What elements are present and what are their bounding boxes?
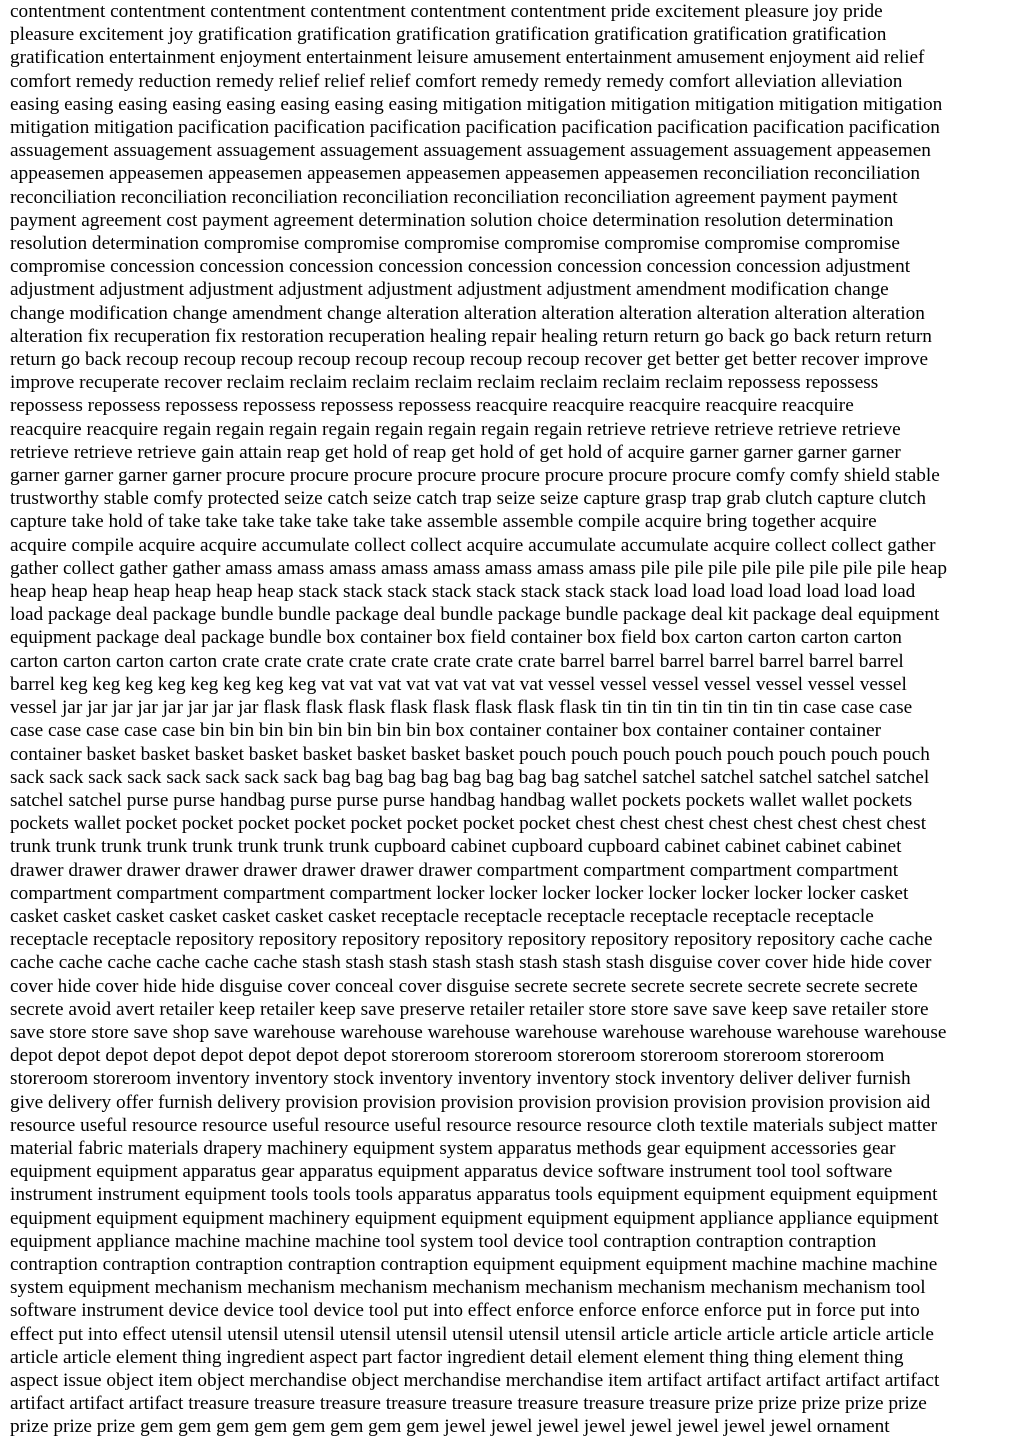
text-line: article article element thing ingredient aspect part factor ingredient detail element element thing thing element thing bbox=[10, 1346, 904, 1368]
text-line: case case case case case bin bin bin bin bin bin bin bin box container container box container container container bbox=[10, 720, 882, 742]
text-line: improve recuperate recover reclaim reclaim reclaim reclaim reclaim reclaim reclaim reclaim repossess repossess bbox=[10, 372, 879, 394]
text-line: cover hide cover hide hide disguise cover conceal cover disguise secrete secrete secrete secrete secrete secrete secrete bbox=[10, 975, 918, 997]
text-line: adjustment adjustment adjustment adjustment adjustment adjustment adjustment amendment modification change bbox=[10, 279, 889, 301]
text-line: barrel keg keg keg keg keg keg keg keg vat vat vat vat vat vat vat vat vessel vessel vessel vessel vessel vessel vessel bbox=[10, 673, 907, 695]
text-line: reconciliation reconciliation reconciliation reconciliation reconciliation reconciliation agreement payment payment bbox=[10, 186, 898, 208]
text-line: prize prize prize gem gem gem gem gem gem gem gem jewel jewel jewel jewel jewel jewel jewel jewel ornament bbox=[10, 1416, 890, 1438]
text-line: gratification entertainment enjoyment entertainment leisure amusement entertainment amusement enjoyment aid relief bbox=[10, 47, 925, 69]
text-line: compromise concession concession concession concession concession concession concession concession adjustment bbox=[10, 256, 911, 278]
text-line: depot depot depot depot depot depot depot depot storeroom storeroom storeroom storeroom storeroom storeroom bbox=[10, 1045, 885, 1067]
text-line: equipment equipment apparatus gear apparatus equipment apparatus device software instrument tool tool software bbox=[10, 1161, 893, 1183]
text-line: compartment compartment compartment compartment locker locker locker locker locker locker locker locker casket bbox=[10, 882, 909, 904]
text-line: artifact artifact artifact treasure treasure treasure treasure treasure treasure treasure treasure prize prize prize prize prize bbox=[10, 1393, 927, 1415]
text-line: effect put into effect utensil utensil utensil utensil utensil utensil utensil utensil article article article article article article bbox=[10, 1323, 934, 1345]
text-line: software instrument device device tool device tool put into effect enforce enforce enforce enforce put in force put into bbox=[10, 1300, 920, 1322]
text-line: give delivery offer furnish delivery provision provision provision provision provision provision provision provision aid bbox=[10, 1091, 931, 1113]
text-line: assuagement assuagement assuagement assuagement assuagement assuagement assuagement assuagement appeasemen bbox=[10, 140, 931, 162]
text-line: repossess repossess repossess repossess repossess repossess reacquire reacquire reacquire reacquire reacquire bbox=[10, 395, 854, 417]
text-line: resolution determination compromise compromise compromise compromise compromise compromise compromise bbox=[10, 233, 900, 255]
text-line: contentment contentment contentment contentment contentment contentment pride excitement pleasure joy pride bbox=[10, 1, 883, 22]
text-line: comfort remedy reduction remedy relief relief relief comfort remedy remedy remedy comfort alleviation alleviation bbox=[10, 70, 903, 92]
text-line: capture take hold of take take take take take take take assemble assemble compile acquire bring together acquire bbox=[10, 511, 877, 533]
text-line: equipment package deal package bundle box container box field container box field box carton carton carton carton bbox=[10, 627, 902, 649]
text-line: change modification change amendment change alteration alteration alteration alteration alteration alteration alteration bbox=[10, 302, 925, 324]
text-line: receptacle receptacle repository repository repository repository repository repository repository repository cache cache bbox=[10, 929, 933, 951]
text-line: cache cache cache cache cache cache stash stash stash stash stash stash stash stash disguise cover cover hide hide cover bbox=[10, 952, 932, 974]
text-line: satchel satchel purse purse handbag purse purse purse handbag handbag wallet pockets pockets wallet wallet pockets bbox=[10, 789, 913, 811]
text-line: vessel jar jar jar jar jar jar jar jar flask flask flask flask flask flask flask flask tin tin tin tin tin tin tin tin case case case bbox=[10, 697, 913, 719]
text-line: alteration fix recuperation fix restoration recuperation healing repair healing return return go back go back return return bbox=[10, 325, 932, 347]
text-line: aspect issue object item object merchandise object merchandise merchandise item artifact artifact artifact artifact artifact bbox=[10, 1369, 940, 1391]
text-line: casket casket casket casket casket casket casket receptacle receptacle receptacle receptacle receptacle receptacle bbox=[10, 905, 874, 927]
text-line: garner garner garner garner procure procure procure procure procure procure procure procure comfy comfy shield stable bbox=[10, 465, 940, 487]
text-line: instrument instrument equipment tools tools tools apparatus apparatus tools equipment equipment equipment equipment bbox=[10, 1184, 938, 1206]
text-line: appeasemen appeasemen appeasemen appeasemen appeasemen appeasemen appeasemen reconciliation reconciliation bbox=[10, 163, 921, 185]
text-line: save store store save shop save warehouse warehouse warehouse warehouse warehouse warehouse warehouse warehouse bbox=[10, 1021, 947, 1043]
text-line: contraption contraption contraption contraption contraption equipment equipment equipment machine machine machine bbox=[10, 1253, 938, 1275]
text-line: resource useful resource resource useful resource useful resource resource resource cloth textile materials subject matter bbox=[10, 1114, 938, 1136]
text-line: trustworthy stable comfy protected seize catch seize catch trap seize seize capture grasp trap grab clutch capture clutch bbox=[10, 488, 926, 510]
text-line: retrieve retrieve retrieve gain attain reap get hold of reap get hold of get hold of acquire garner garner garner garner bbox=[10, 441, 901, 463]
text-line: load package deal package bundle bundle package deal bundle package bundle package deal kit package deal equipment bbox=[10, 604, 940, 626]
text-line: mitigation mitigation pacification pacification pacification pacification pacification pacification pacification pacification bbox=[10, 117, 940, 139]
text-line: pockets wallet pocket pocket pocket pocket pocket pocket pocket pocket chest chest chest chest chest chest chest chest bbox=[10, 813, 927, 835]
text-line: gather collect gather gather amass amass amass amass amass amass amass amass pile pile pile pile pile pile pile pile heap bbox=[10, 557, 947, 579]
text-line: heap heap heap heap heap heap heap stack stack stack stack stack stack stack stack load load load load load load load bbox=[10, 581, 916, 603]
text-line: equipment appliance machine machine machine tool system tool device tool contraption contraption contraption bbox=[10, 1230, 877, 1252]
text-line: storeroom storeroom inventory inventory stock inventory inventory inventory stock inventory deliver deliver furnish bbox=[10, 1068, 911, 1090]
text-line: trunk trunk trunk trunk trunk trunk trunk trunk cupboard cabinet cupboard cupboard cabinet cabinet cabinet cabinet bbox=[10, 836, 902, 858]
text-line: system equipment mechanism mechanism mechanism mechanism mechanism mechanism mechanism mechanism tool bbox=[10, 1277, 926, 1299]
text-line: acquire compile acquire acquire accumulate collect collect acquire accumulate accumulate acquire collect collect gather bbox=[10, 534, 936, 556]
text-line: reacquire reacquire regain regain regain regain regain regain regain regain retrieve retrieve retrieve retrieve retrieve bbox=[10, 418, 901, 440]
text-line: payment agreement cost payment agreement determination solution choice determination resolution determination bbox=[10, 209, 894, 231]
text-line: material fabric materials drapery machinery equipment system apparatus methods gear equipment accessories gear bbox=[10, 1137, 896, 1159]
text-line: return go back recoup recoup recoup recoup recoup recoup recoup recoup recover get better get better recover improve bbox=[10, 349, 929, 371]
text-line: carton carton carton carton crate crate crate crate crate crate crate crate barrel barrel barrel barrel barrel barrel barrel bbox=[10, 650, 904, 672]
text-line: sack sack sack sack sack sack sack sack bag bag bag bag bag bag bag bag satchel satchel satchel satchel satchel satchel bbox=[10, 766, 930, 788]
text-line: pleasure excitement joy gratification gratification gratification gratification gratification gratification gratification bbox=[10, 24, 887, 46]
text-line: easing easing easing easing easing easing easing easing mitigation mitigation mitigation mitigation mitigation mitigation bbox=[10, 93, 943, 115]
text-line: secrete avoid avert retailer keep retailer keep save preserve retailer retailer store store save save keep save retailer store bbox=[10, 998, 929, 1020]
text-line: drawer drawer drawer drawer drawer drawer drawer drawer compartment compartment compartment compartment bbox=[10, 859, 899, 881]
text-line: container basket basket basket basket basket basket basket basket pouch pouch pouch pouch pouch pouch pouch pouch bbox=[10, 743, 930, 765]
text-line: equipment equipment equipment machinery equipment equipment equipment equipment appliance appliance equipment bbox=[10, 1207, 939, 1229]
